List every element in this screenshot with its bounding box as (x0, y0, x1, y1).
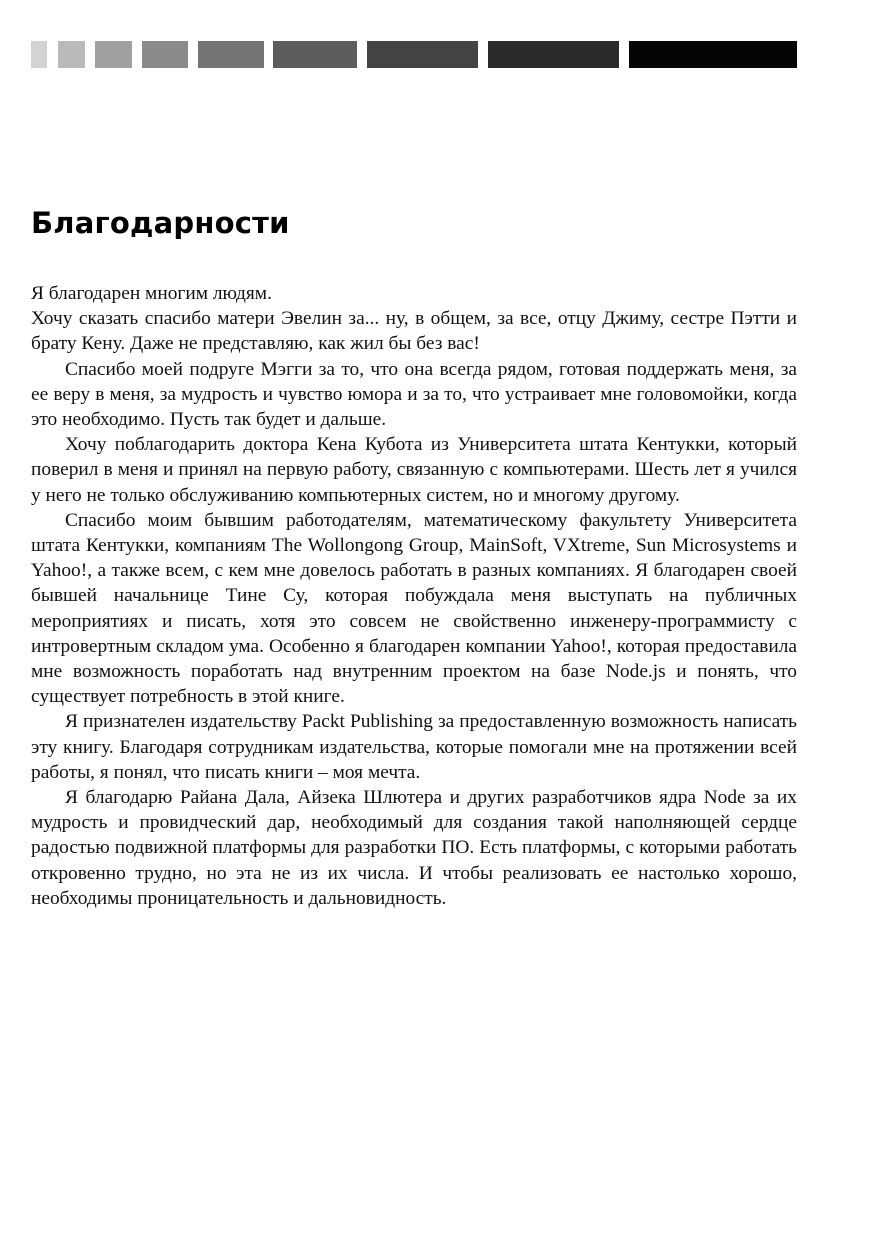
header-bar-segment-9 (629, 41, 797, 68)
header-bar-segment-6 (273, 41, 357, 68)
paragraph-4: Хочу поблагодарить доктора Кена Кубота из Университета штата Кентукки, который поверил в меня и принял на первую работу, связанную с компьютерами. Шесть лет я учился у него не только обслуживанию компьютерных систем, но и многому другому. (31, 434, 797, 506)
body-text (31, 281, 797, 911)
header-bar-segment-2 (58, 41, 85, 68)
paragraph-7: Я благодарю Райана Дала, Айзека Шлютера и других разработчиков ядра Node за их мудрость и провидческий дар, необходимый для создания такой наполняющей сердце радостью подвижной платформы для разработки ПО. Есть платформы, с которыми работать откровенно трудно, но эта не из их числа. И чтобы реализовать ее настолько хорошо, необходимы проницательность и дальновидность. (31, 787, 797, 909)
paragraph-2: Хочу сказать спасибо матери Эвелин за... ну, в общем, за все, отцу Джиму, сестре Пэтти и брату Кену. Даже не представляю, как жил бы без вас! (31, 308, 797, 355)
paragraph-3: Спасибо моей подруге Мэгги за то, что она всегда рядом, готовая поддержать меня, за ее веру в меня, за мудрость и чувство юмора и за то, что устраивает мне головомойки, когда это необходимо. Пусть так будет и дальше. (31, 358, 797, 431)
header-bar-segment-3 (95, 41, 132, 68)
header-gradient-bar (31, 41, 797, 68)
header-bar-segment-7 (367, 41, 478, 68)
header-bar-segment-5 (198, 41, 264, 68)
paragraph-1: Я благодарен многим людям. (31, 283, 272, 304)
paragraph-6: Я признателен издательству Packt Publishing за предоставленную возможность написать эту книгу. Благодаря сотрудникам издательства, которые помогали мне на протяжении всей работы, я понял, что писать книги – моя мечта. (31, 711, 797, 783)
header-bar-segment-4 (142, 41, 188, 68)
header-bar-segment-1 (31, 41, 47, 68)
paragraph-5: Спасибо моим бывшим работодателям, математическому факультету Университета штата Кентукки, компаниям The Wollongong Group, MainSoft, VXtreme, Sun Microsystems и Yahoo!, а также всем, с кем мне довелось работать в разных компаниях. Я благодарен своей бывшей начальнице Тине Су, которая побуждала меня выступать на публичных мероприятиях и писать, хотя это совсем не свойственно инженеру-программисту с интровертным складом ума. Особенно я благодарен компании Yahoo!, которая предоставила мне возможность поработать над внутренним проектом на базе Node.js и понять, что существует потребность в этой книге. (31, 509, 797, 708)
page-title: Благодарности (31, 206, 290, 240)
header-bar-segment-8 (488, 41, 619, 68)
